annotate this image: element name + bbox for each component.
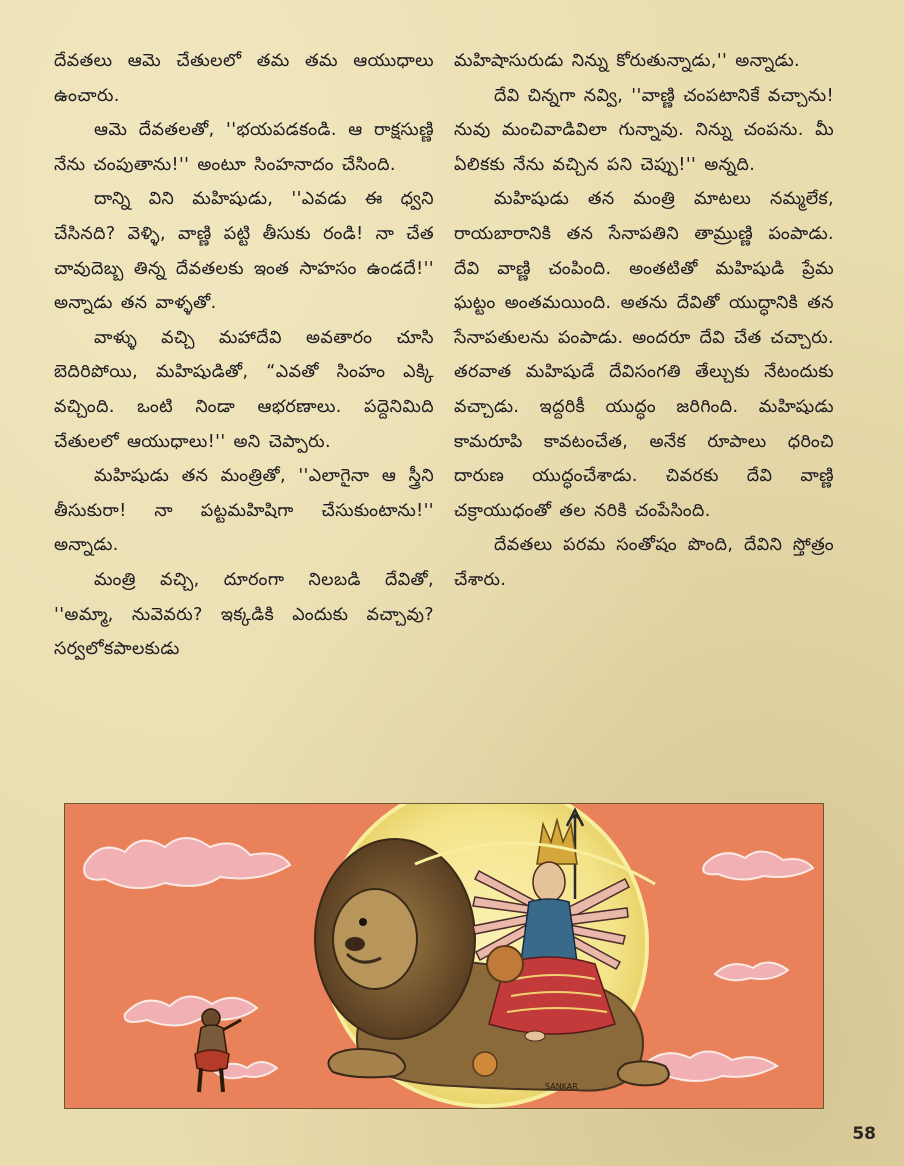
paragraph: దేవతలు ఆమె చేతులలో తమ తమ ఆయుధాలు ఉంచారు. [54,51,434,106]
left-text-column [54,44,434,667]
right-text-column [454,44,834,598]
paragraph: దాన్ని విని మహిషుడు, ''ఎవడు ఈ ధ్వని చేసినది? వెళ్ళి, వాణ్ణి పట్టి తీసుకు రండి! నా చేత చావుదెబ్బ తిన్న దేవతలకు ఇంత సాహసం ఉండదే!'' అన్నాడు తన వాళ్ళతో. [54,189,434,314]
paragraph: వాళ్ళు వచ్చి మహాదేవి అవతారం చూసి బెదిరిపోయి, మహిషుడితో, “ఎవతో సింహం ఎక్కి వచ్చింది. ఒంటి నిండా ఆభరణాలు. పద్దెనిమిది చేతులలో ఆయుధాలు!'' అని చెప్పారు. [54,327,434,452]
paragraph: దేవతలు పరమ సంతోషం పొంది, దేవిని స్తోత్రం చేశారు. [454,535,834,590]
page-number: 58 [852,1124,876,1144]
paragraph: మహిషుడు తన మంత్రితో, ''ఎలాగైనా ఆ స్త్రీని తీసుకురా! నా పట్టమహిషిగా చేసుకుంటాను!'' అన్నాడు. [54,466,434,556]
paragraph: దేవి చిన్నగా నవ్వి, ''వాణ్ణి చంపటానికే వచ్చాను! నువు మంచివాడివిలా గున్నావు. నిన్ను చంపను. మీ ఏలికకు నేను వచ్చిన పని చెప్పు!'' అన్నది. [454,85,834,175]
paragraph: మహిషాసురుడు నిన్ను కోరుతున్నాడు,'' అన్నాడు. [454,51,800,71]
goddess-on-lion-illustration [64,803,824,1109]
artist-signature: SANKAR [545,1082,578,1091]
paragraph: మంత్రి వచ్చి, దూరంగా నిలబడి దేవితో, ''అమ్మా, నువెవరు? ఇక్కడికి ఎందుకు వచ్చావు? సర్వలోకపాలకుడు [54,569,434,660]
paragraph: మహిషుడు తన మంత్రి మాటలు నమ్మలేక, రాయబారానికి తన సేనాపతిని తామ్రుణ్ణి పంపాడు. దేవి వాణ్ణి చంపింది. అంతటితో మహిషుడి ప్రేమ ఘట్టం అంతమయింది. అతను దేవితో యుద్ధానికి తన సేనాపతులను పంపాడు. అందరూ దేవి చేత చచ్చారు. తరవాత మహిషుడే దేవిసంగతి తేల్చుకు నేటందుకు వచ్చాడు. ఇద్దరికీ యుద్ధం జరిగింది. మహిషుడు కామరూపి కావటంచేత, అనేక రూపాలు ధరించి దారుణ యుద్ధంచేశాడు. చివరకు దేవి వాణ్ణి చక్రాయుధంతో తల నరికి చంపేసింది. [454,189,834,521]
paragraph: ఆమె దేవతలతో, ''భయపడకండి. ఆ రాక్షసుణ్ణి నేను చంపుతాను!'' అంటూ సింహనాదం చేసింది. [54,120,434,175]
